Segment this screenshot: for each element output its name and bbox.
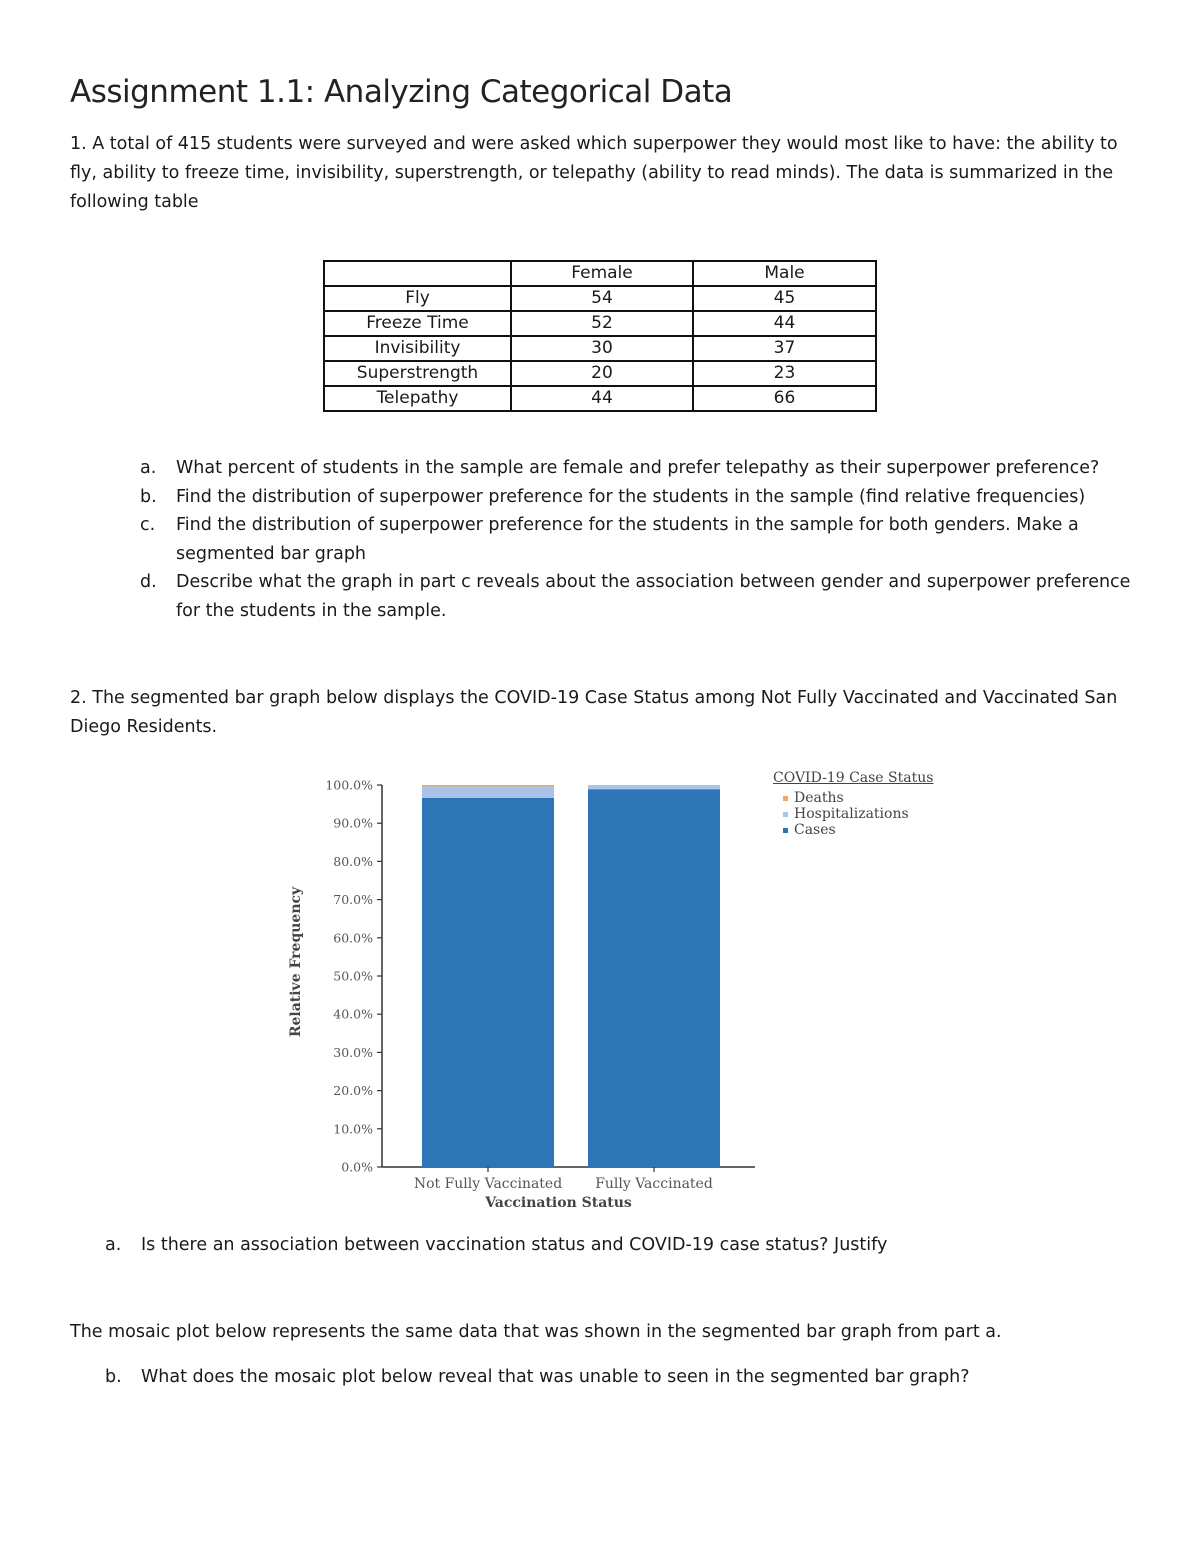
y-tick-label: 80.0% bbox=[333, 853, 373, 869]
table-cell: Telepathy bbox=[324, 386, 511, 411]
legend-label: Deaths bbox=[794, 790, 844, 806]
legend-item-hospitalizations bbox=[783, 806, 933, 822]
table-cell: 30 bbox=[511, 336, 693, 361]
part-b: b. Find the distribution of superpower preference for the students in the sample (find relative frequencies) bbox=[140, 486, 1086, 507]
page-title: Assignment 1.1: Analyzing Categorical Data bbox=[70, 74, 733, 110]
table-cell: Male bbox=[693, 261, 876, 286]
legend-swatch bbox=[783, 796, 788, 801]
y-tick-label: 30.0% bbox=[333, 1044, 373, 1060]
x-axis-label: Vaccination Status bbox=[485, 1195, 632, 1211]
bar-segment-deaths bbox=[588, 785, 720, 786]
table-cell: 37 bbox=[693, 336, 876, 361]
table-cell: 66 bbox=[693, 386, 876, 411]
y-tick-label: 70.0% bbox=[333, 892, 373, 908]
table-cell: 45 bbox=[693, 286, 876, 311]
y-tick-label: 100.0% bbox=[325, 777, 373, 793]
table-row bbox=[324, 336, 876, 361]
question-2-part-b: b. What does the mosaic plot below reveal that was unable to seen in the segmented bar graph? bbox=[105, 1367, 970, 1387]
part-d: d. Describe what the graph in part c reveals about the association between gender and superpower preference for the students in the sample. bbox=[140, 572, 1131, 621]
y-tick-label: 0.0% bbox=[341, 1159, 373, 1175]
superpower-table bbox=[323, 260, 877, 412]
table-cell: 44 bbox=[511, 386, 693, 411]
table-row bbox=[324, 286, 876, 311]
table-cell: 23 bbox=[693, 361, 876, 386]
bar-segment-hospitalizations bbox=[588, 786, 720, 789]
x-tick-label: Fully Vaccinated bbox=[595, 1176, 713, 1192]
table-cell: Superstrength bbox=[324, 361, 511, 386]
table-cell: 52 bbox=[511, 311, 693, 336]
table-row bbox=[324, 311, 876, 336]
question-1-text: 1. A total of 415 students were surveyed and were asked which superpower they would most like to have: the ability to fly, ability to freeze time, invisibility, superstrength, or telepathy (ability to read minds). The data is summarized in the following table bbox=[70, 134, 1118, 212]
legend-swatch bbox=[783, 812, 788, 817]
legend-title: COVID-19 Case Status bbox=[773, 770, 934, 786]
mosaic-intro-text: The mosaic plot below represents the same data that was shown in the segmented bar graph from part a. bbox=[70, 1322, 1002, 1342]
y-tick-label: 90.0% bbox=[333, 815, 373, 831]
y-tick-label: 40.0% bbox=[333, 1006, 373, 1022]
table-cell: 44 bbox=[693, 311, 876, 336]
table-cell: Female bbox=[511, 261, 693, 286]
table-cell: Invisibility bbox=[324, 336, 511, 361]
legend-item-cases bbox=[783, 822, 933, 838]
table-cell: Freeze Time bbox=[324, 311, 511, 336]
y-tick-label: 10.0% bbox=[333, 1121, 373, 1137]
table-cell: Fly bbox=[324, 286, 511, 311]
y-tick-label: 20.0% bbox=[333, 1083, 373, 1099]
question-1-parts bbox=[140, 454, 1140, 625]
bar-segment-deaths bbox=[422, 785, 554, 787]
bar-segment-hospitalizations bbox=[422, 787, 554, 798]
bar-segment-cases bbox=[588, 789, 720, 1167]
y-tick-label: 60.0% bbox=[333, 930, 373, 946]
table-cell: 54 bbox=[511, 286, 693, 311]
part-c: c. Find the distribution of superpower preference for the students in the sample for both genders. Make a segmented bar graph bbox=[140, 515, 1079, 564]
question-2-part-a: a. Is there an association between vaccination status and COVID-19 case status? Justify bbox=[105, 1235, 888, 1255]
legend-swatch bbox=[783, 828, 788, 833]
table-row bbox=[324, 386, 876, 411]
part-a: a. What percent of students in the sample are female and prefer telepathy as their superpower preference? bbox=[140, 458, 1100, 478]
chart-legend bbox=[773, 770, 933, 838]
y-tick-label: 50.0% bbox=[333, 968, 373, 984]
legend-label: Cases bbox=[794, 822, 836, 838]
y-axis-label: Relative Frequency bbox=[288, 886, 304, 1038]
x-tick-label: Not Fully Vaccinated bbox=[413, 1176, 563, 1192]
question-2-text: 2. The segmented bar graph below displays the COVID-19 Case Status among Not Fully Vaccinated and Vaccinated San Diego Residents. bbox=[70, 688, 1118, 737]
table-header-row bbox=[324, 261, 876, 286]
table-row bbox=[324, 361, 876, 386]
legend-label: Hospitalizations bbox=[794, 806, 909, 822]
bar-segment-cases bbox=[422, 798, 554, 1167]
table-cell: 20 bbox=[511, 361, 693, 386]
legend-item-deaths bbox=[783, 790, 933, 806]
table-cell bbox=[324, 261, 511, 286]
